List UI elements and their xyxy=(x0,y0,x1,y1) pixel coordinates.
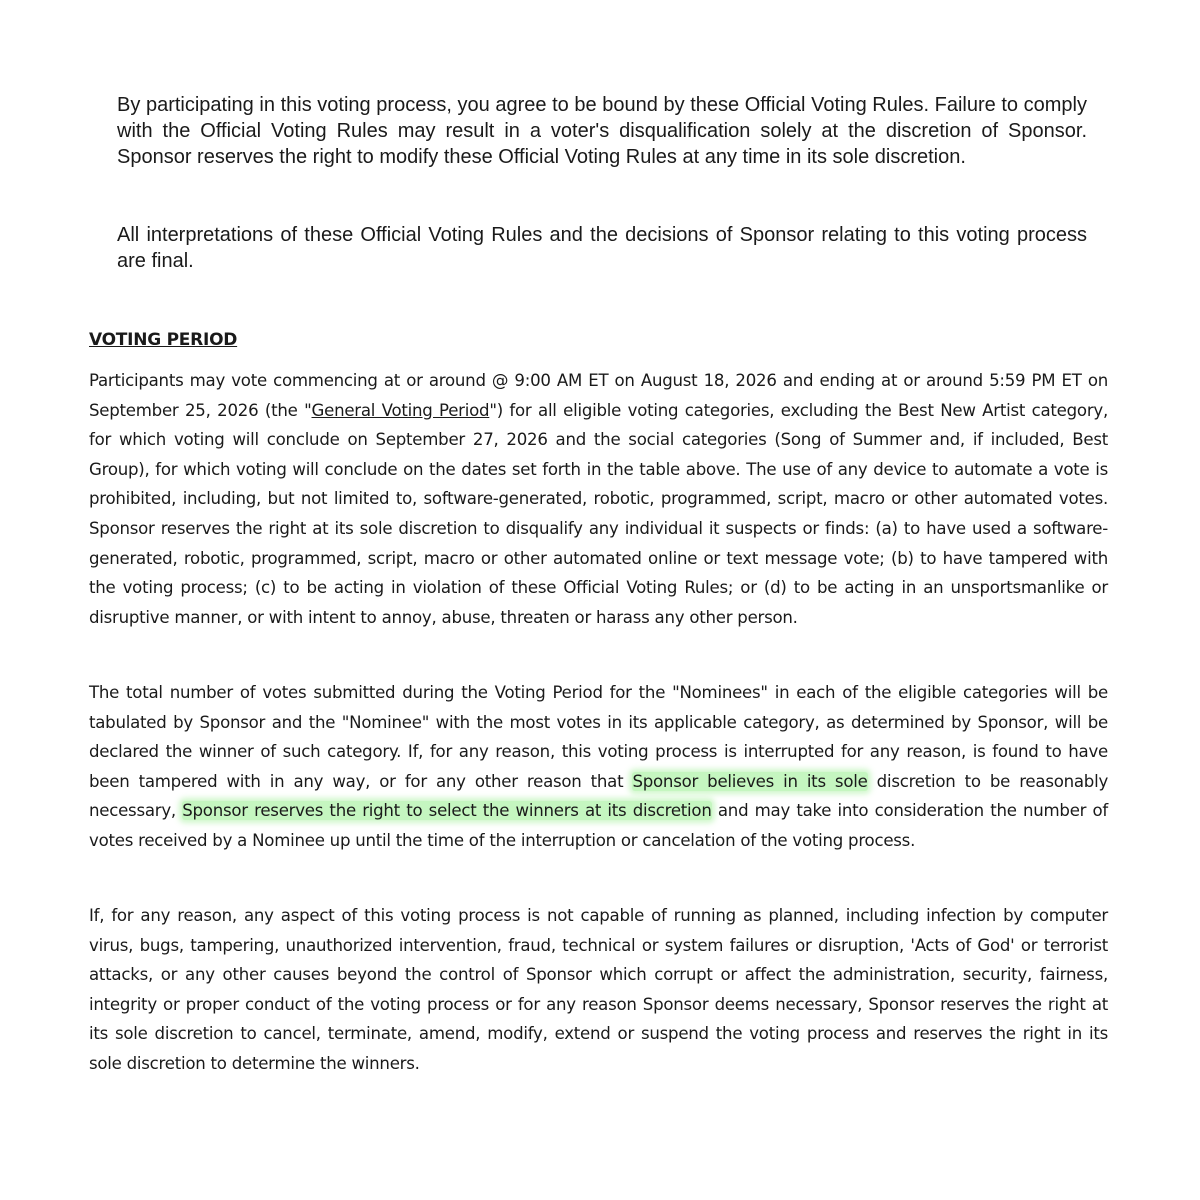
voting-period-paragraph xyxy=(89,366,1108,632)
voting-period-heading: VOTING PERIOD xyxy=(89,330,238,350)
highlighted-text-select-winners: Sponsor reserves the right to select the winners at its discretion xyxy=(182,801,712,821)
tabulation-text-middle: discretion to be reasonably necessary, xyxy=(89,771,1109,821)
tabulation-text-end: and may take into consideration the number of votes received by a Nominee up until the time of the interruption or cancelation of the voting process. xyxy=(89,801,1109,850)
highlighted-text-sole-discretion: Sponsor believes in its sole xyxy=(632,771,868,791)
general-voting-period-term: General Voting Period xyxy=(311,400,490,420)
cancellation-rights-paragraph: If, for any reason, any aspect of this voting process is not capable of running as planned, including infection by computer virus, bugs, tampering, unauthorized intervention, fraud, technical or system failures or disruption, 'Acts of God' or terrorist attacks, or any other causes beyond the control of Sponsor which corrupt or affect the administration, security, fairness, integrity or proper conduct of the voting process or for any reason Sponsor deems necessary, Sponsor reserves the right at its sole discretion to cancel, terminate, amend, modify, extend or suspend the voting process and reserves the right in its sole discretion to determine the winners. xyxy=(89,906,1108,1073)
intro-paragraph-final-decisions: All interpretations of these Official Voting Rules and the decisions of Sponsor relating to this voting process are final. xyxy=(117,224,1087,272)
vote-tabulation-paragraph xyxy=(89,678,1108,856)
voting-period-text-start: Participants may vote commencing at or around @ 9:00 AM ET on August 18, 2026 and ending at or around 5:59 PM ET on September 25, 2026 (the " xyxy=(89,371,1108,420)
intro-paragraph-agreement: By participating in this voting process, you agree to be bound by these Official Voting Rules. Failure to comply with the Official Voting Rules may result in a voter's disqualification solely at the discretion of Sponsor. Sponsor reserves the right to modify these Official Voting Rules at any time in its sole discretion. xyxy=(117,94,1087,168)
voting-period-text-rest: ") for all eligible voting categories, excluding the Best New Artist category, for which voting will conclude on September 27, 2026 and the social categories (Song of Summer and, if included, Best Group), for which voting will conclude on the dates set forth in the table above. The use of any device to automate a vote is prohibited, including, but not limited to, software-generated, robotic, programmed, script, macro or other automated votes. Sponsor reserves the right at its sole discretion to disqualify any individual it suspects or finds: (a) to have used a software-generated, robotic, programmed, script, macro or other automated online or text message vote; (b) to have tampered with the voting process; (c) to be acting in violation of these Official Voting Rules; or (d) to be acting in an unsportsmanlike or disruptive manner, or with intent to annoy, abuse, threaten or harass any other person. xyxy=(89,400,1108,627)
tabulation-text-start: The total number of votes submitted during the Voting Period for the "Nominees" in each of the eligible categories will be tabulated by Sponsor and the "Nominee" with the most votes in its applicable category, as determined by Sponsor, will be declared the winner of such category. If, for any reason, this voting process is interrupted for any reason, is found to have been tampered with in any way, or for any other reason that xyxy=(89,683,1108,791)
